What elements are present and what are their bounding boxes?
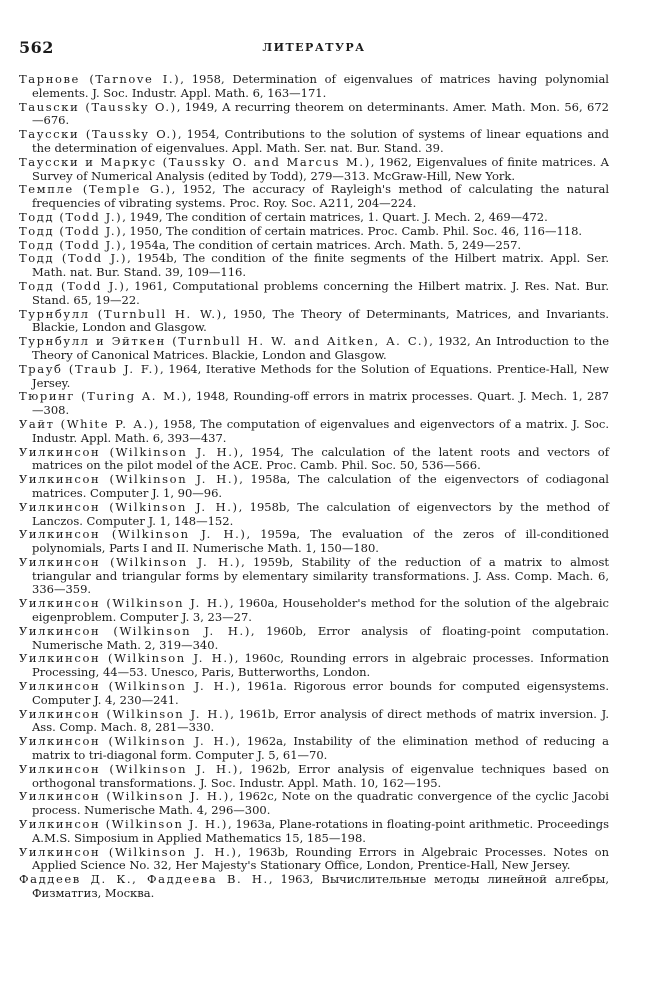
bibliography-entry <box>19 735 609 763</box>
entry-citation: , 1948, Rounding-off errors in matrix processes. Quart. J. Mech. 1, 287—308. <box>32 389 609 418</box>
bibliography-entry <box>19 763 609 791</box>
bibliography-list <box>19 73 609 901</box>
bibliography-entry <box>19 625 609 653</box>
entry-author: Уилкинсон (Wilkinson J. H.) <box>19 623 251 638</box>
bibliography-entry <box>19 597 609 625</box>
bibliography-entry <box>19 501 609 529</box>
entry-author: Таусски и Маркус (Taussky O. and Marcus M.) <box>19 154 371 169</box>
entry-author: Трауб (Traub J. F.) <box>19 361 160 376</box>
bibliography-entry <box>19 846 609 874</box>
bibliography-entry <box>19 446 609 474</box>
entry-author: Уилкинсон (Wilkinson J. H.) <box>19 499 239 514</box>
entry-author: Тодд (Todd J.) <box>19 237 123 252</box>
entry-author: Тодд (Todd J.) <box>19 278 126 293</box>
entry-citation: , 1952, The accuracy of Rayleigh's method of calculating the natural frequencies of vibrating systems. Proc. Roy. Soc. A211, 204—224. <box>32 182 609 211</box>
bibliography-entry <box>19 790 609 818</box>
bibliography-entry <box>19 473 609 501</box>
bibliography-entry <box>19 280 609 308</box>
entry-citation: , 1954b, The condition of the finite segments of the Hilbert matrix. Appl. Ser. Math. nat. Bur. Stand. 39, 109—116. <box>32 251 609 280</box>
page-number: 562 <box>19 38 54 57</box>
bibliography-entry <box>19 156 609 184</box>
entry-author: Уилкинсон (Wilkinson J. H.) <box>19 734 237 749</box>
entry-citation: , 1958, The computation of eigenvalues and eigenvectors of a matrix. J. Soc. Industr. Appl. Math. 6, 393—437. <box>32 416 609 445</box>
bibliography-entry <box>19 680 609 708</box>
bibliography-entry <box>19 708 609 736</box>
entry-author: Уилкинсон (Wilkinson J. H.) <box>19 761 240 776</box>
entry-citation: , 1961a. Rigorous error bounds for computed eigensystems. Computer J. 4, 230—241. <box>32 679 609 707</box>
entry-author: Тодд (Todd J.) <box>19 223 123 238</box>
entry-author: Тюринг (Turing A. M.) <box>19 389 188 404</box>
entry-author: Уайт (White P. A.) <box>19 416 155 431</box>
bibliography-entry <box>19 211 609 225</box>
entry-author: Уилкинсон (Wilkinson J. H.) <box>19 817 228 832</box>
bibliography-entry <box>19 818 609 846</box>
entry-author: Уилкинсон (Wilkinson J. H.) <box>19 651 235 666</box>
entry-citation: , 1950, The Theory of Determinants, Matrices, and Invariants. Blackie, London and Glasgow. <box>32 306 609 335</box>
bibliography-entry <box>19 418 609 446</box>
entry-citation: , 1963b, Rounding Errors in Algebraic Processes. Notes on Applied Science No. 32, Her Majesty's Stationary Office, London, Prentice-Hall, New Jersey. <box>32 844 609 873</box>
entry-citation: , 1960a, Householder's method for the solution of the algebraic eigenproblem. Computer J. 3, 23—27. <box>32 596 609 625</box>
entry-citation: , 1958a, The calculation of the eigenvectors of codiagonal matrices. Computer J. 1, 90—96. <box>32 472 609 500</box>
entry-author: Уилкинсон (Wilkinson J. H.) <box>19 596 231 611</box>
entry-citation: , 1959a, The evaluation of the zeros of ill-conditioned polynomials, Parts I and II. Numerische Math. 1, 150—180. <box>32 527 609 556</box>
entry-author: Тодд (Todd J.) <box>19 251 128 266</box>
entry-citation: , 1949, The condition of certain matrices, 1. Quart. J. Mech. 2, 469—472. <box>122 209 548 224</box>
entry-citation: , 1954, The calculation of the latent roots and vectors of matrices on the pilot model of the ACE. Proc. Camb. Phil. Soc. 50, 536—566. <box>32 444 609 473</box>
entry-citation: , 1962b, Error analysis of eigenvalue techniques based on orthogonal transformations. J. Soc. Industr. Appl. Math. 10, 162—195. <box>32 761 609 790</box>
bibliography-entry <box>19 308 609 336</box>
entry-author: Уилкинсон (Wilkinson J. H.) <box>19 679 237 694</box>
bibliography-entry <box>19 73 609 101</box>
entry-author: Турнбулл (Turnbull H. W.) <box>19 306 223 321</box>
running-head: ЛИТЕРАТУРА <box>262 41 366 54</box>
bibliography-entry <box>19 652 609 680</box>
entry-citation: , 1960b, Error analysis of floating-point computation. Numerische Math. 2, 319—340. <box>32 623 609 652</box>
entry-author: Темпле (Temple G.) <box>19 182 172 197</box>
entry-citation: , 1950, The condition of certain matrices. Proc. Camb. Phil. Soc. 46, 116—118. <box>122 223 583 238</box>
bibliography-entry <box>19 225 609 239</box>
entry-author: Турнбулл и Эйткен (Turnbull H. W. and Aitken, A. C.) <box>19 334 430 349</box>
entry-citation: , 1962a, Instability of the elimination method of reducing a matrix to tri-diagonal form. Computer J. 5, 61—70. <box>32 734 609 763</box>
entry-author: Тодд (Todd J.) <box>19 209 123 224</box>
bibliography-entry <box>19 128 609 156</box>
entry-citation: , 1954, Contributions to the solution of systems of linear equations and the determination of eigenvalues. Appl. Math. Ser. nat. Bur. Stand. 39. <box>32 127 609 155</box>
bibliography-entry <box>19 556 609 597</box>
entry-citation: , 1963a, Plane-rotations in floating-point arithmetic. Proceedings A.M.S. Simposium in Applied Mathematics 15, 185—198. <box>32 817 609 845</box>
entry-author: Уилкинсон (Wilkinson J. H.) <box>19 527 247 542</box>
entry-author: Тausски (Taussky O.) <box>19 99 177 114</box>
entry-citation: , 1932, An Introduction to the Theory of Canonical Matrices. Blackie, London and Glasgow. <box>32 334 610 362</box>
entry-author: Таусски (Taussky O.) <box>19 127 178 142</box>
entry-citation: , 1954a, The condition of certain matrices. Arch. Math. 5, 249—257. <box>122 237 522 252</box>
entry-citation: , 1961b, Error analysis of direct methods of matrix inversion. J. Ass. Comp. Mach. 8, 281—330. <box>32 706 609 735</box>
bibliography-entry <box>19 363 609 391</box>
page-header <box>19 38 609 68</box>
entry-citation: , 1959b, Stability of the reduction of a matrix to almost triangular and triangular forms by elementary similarity transformations. J. Ass. Comp. Mach. 6, 336—359. <box>32 554 609 597</box>
entry-citation: , 1962, Eigenvalues of finite matrices. A Survey of Numerical Analysis (edited by Todd), 279—313. McGraw-Hill, New York. <box>32 154 609 183</box>
book-page <box>19 38 609 901</box>
entry-author: Уилкинсон (Wilkinson J. H.) <box>19 554 242 569</box>
entry-author: Уилкинсон (Wilkinson J. H.) <box>19 789 230 804</box>
bibliography-entry <box>19 873 609 901</box>
entry-citation: , 1964, Iterative Methods for the Solution of Equations. Prentice-Hall, New Jersey. <box>32 361 609 390</box>
entry-citation: , 1960c, Rounding errors in algebraic processes. Information Processing, 44—53. Unesco, Paris, Butterworths, London. <box>32 651 609 680</box>
entry-author: Уилкинсон (Wilkinson J. H.) <box>19 444 240 459</box>
bibliography-entry <box>19 528 609 556</box>
entry-citation: , 1962c, Note on the quadratic convergence of the cyclic Jacobi process. Numerische Math. 4, 296—300. <box>32 789 609 818</box>
bibliography-entry <box>19 252 609 280</box>
entry-citation: , 1958, Determination of eigenvalues of matrices having polynomial elements. J. Soc. Industr. Appl. Math. 6, 163—171. <box>32 72 609 100</box>
entry-author: Уилкинсон (Wilkinson J. H.) <box>19 706 231 721</box>
entry-author: Фаддеев Д. К., Фаддеева В. Н. <box>19 872 269 887</box>
entry-citation: , 1958b, The calculation of eigenvectors by the method of Lanczos. Computer J. 1, 148—152. <box>32 499 609 528</box>
entry-author: Тарнове (Tarnove I.) <box>19 72 181 86</box>
bibliography-entry <box>19 390 609 418</box>
bibliography-entry <box>19 239 609 253</box>
entry-author: Уилкинсон (Wilkinson J. H.) <box>19 472 240 487</box>
entry-citation: , 1961, Computational problems concerning the Hilbert matrix. J. Res. Nat. Bur. Stand. 65, 19—22. <box>32 278 609 307</box>
entry-citation: , 1963, Вычислительные методы линейной алгебры, Физматгиз, Москва. <box>32 872 609 901</box>
bibliography-entry <box>19 101 609 129</box>
entry-citation: , 1949, A recurring theorem on determinants. Amer. Math. Mon. 56, 672—676. <box>32 99 609 128</box>
bibliography-entry <box>19 335 609 363</box>
entry-author: Уилкинсон (Wilkinson J. H.) <box>19 844 238 859</box>
bibliography-entry <box>19 183 609 211</box>
